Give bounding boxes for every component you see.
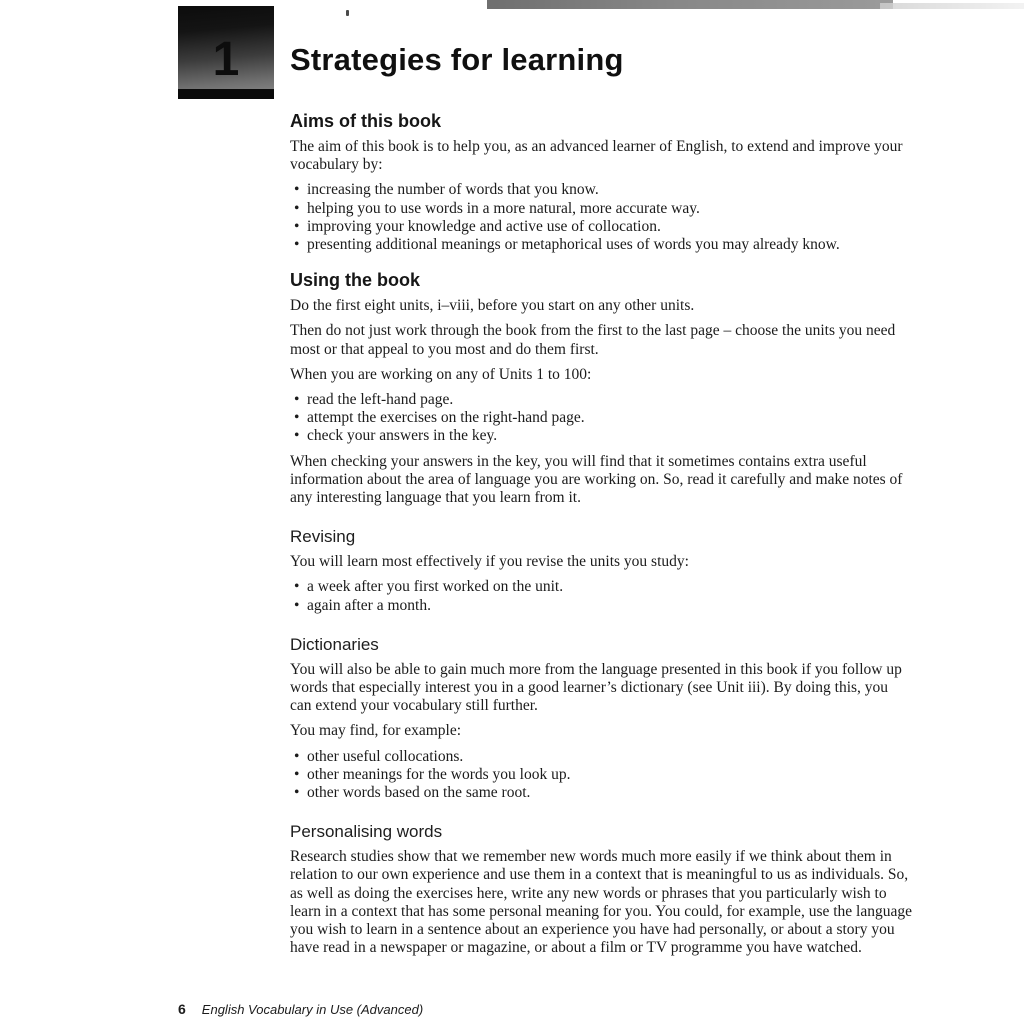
bullet-list [290, 391, 912, 446]
section-heading: Personalising words [290, 822, 443, 842]
scan-edge-fade [880, 3, 1024, 9]
bullet-item [290, 748, 912, 766]
bullet-text: • other meanings for the words you look up. [307, 765, 571, 783]
page-title: Strategies for learning [290, 42, 624, 77]
section-personalising-words [290, 822, 912, 957]
section-aims-of-this-book [290, 111, 912, 254]
unit-badge [178, 6, 274, 99]
bullet-text: • presenting additional meanings or metaphorical uses of words you may already know. [307, 236, 840, 254]
bullet-list [290, 748, 912, 803]
bullet-list [290, 578, 912, 614]
paragraph: The aim of this book is to help you, as an advanced learner of English, to extend and improve your vocabulary by: [290, 138, 903, 174]
bullet-text: • a week after you first worked on the unit. [307, 578, 564, 596]
section-using-the-book [290, 270, 912, 507]
paragraph: Do the first eight units, i–viii, before you start on any other units. [290, 297, 695, 315]
bullet-item [290, 784, 912, 802]
page-number: 6 [178, 1001, 186, 1017]
paragraph: You will also be able to gain much more from the language presented in this book if you follow up words that especially interest you in a good learner’s dictionary (see Unit iii). By doing this, you can extend your vocabulary still further. [290, 660, 902, 715]
section-dictionaries [290, 635, 912, 802]
paragraph: Then do not just work through the book from the first to the last page – choose the units you need most or that appeal to you most and do them first. [290, 322, 896, 358]
bullet-item [290, 597, 912, 615]
section-revising [290, 527, 912, 615]
bullet-text: • helping you to use words in a more natural, more accurate way. [307, 199, 700, 217]
bullet-item [290, 766, 912, 784]
bullet-text: • check your answers in the key. [307, 427, 498, 445]
bullet-item [290, 181, 912, 199]
bullet-text: • again after a month. [307, 596, 431, 614]
scan-speck [346, 10, 349, 16]
bullet-item [290, 391, 912, 409]
bullet-item [290, 409, 912, 427]
bullet-item [290, 200, 912, 218]
bullet-text: • attempt the exercises on the right-hand page. [307, 409, 585, 427]
page-content [290, 111, 912, 965]
paragraph: You may find, for example: [290, 722, 462, 740]
section-heading: Revising [290, 527, 356, 547]
bullet-text: • read the left-hand page. [307, 391, 454, 409]
bullet-text: • other words based on the same root. [307, 784, 531, 802]
section-heading: Using the book [290, 270, 420, 291]
page-footer [178, 1001, 423, 1017]
paragraph: Research studies show that we remember new words much more easily if we think about them in relation to our own experience and use them in a context that is meaningful to us as individuals. So, as well as doing the exercises here, write any new words or phrases that you particularly wish to learn in a context that has some personal meaning for you. You could, for example, use the language you wish to learn in a sentence about an experience you have had personally, or about a story you have read in a newspaper or magazine, or about a film or TV programme you have watched. [290, 848, 912, 957]
bullet-text: • increasing the number of words that you know. [307, 181, 599, 199]
section-heading: Aims of this book [290, 111, 442, 131]
bullet-text: • improving your knowledge and active use of collocation. [307, 217, 661, 235]
bullet-list [290, 181, 912, 254]
bullet-item [290, 578, 912, 596]
unit-number: 1 [212, 33, 240, 86]
book-title: English Vocabulary in Use (Advanced) [201, 1002, 424, 1017]
bullet-item [290, 218, 912, 236]
bullet-item [290, 236, 912, 254]
paragraph: You will learn most effectively if you revise the units you study: [290, 553, 689, 571]
paragraph: When checking your answers in the key, you will find that it sometimes contains extra useful information about the area of language you are working on. So, read it carefully and make notes of any interesting language that you learn from it. [290, 452, 903, 507]
paragraph: When you are working on any of Units 1 to 100: [290, 365, 592, 383]
bullet-item [290, 427, 912, 445]
bullet-text: • other useful collocations. [307, 747, 464, 765]
scan-edge-bar [487, 0, 893, 9]
section-heading: Dictionaries [290, 634, 379, 654]
